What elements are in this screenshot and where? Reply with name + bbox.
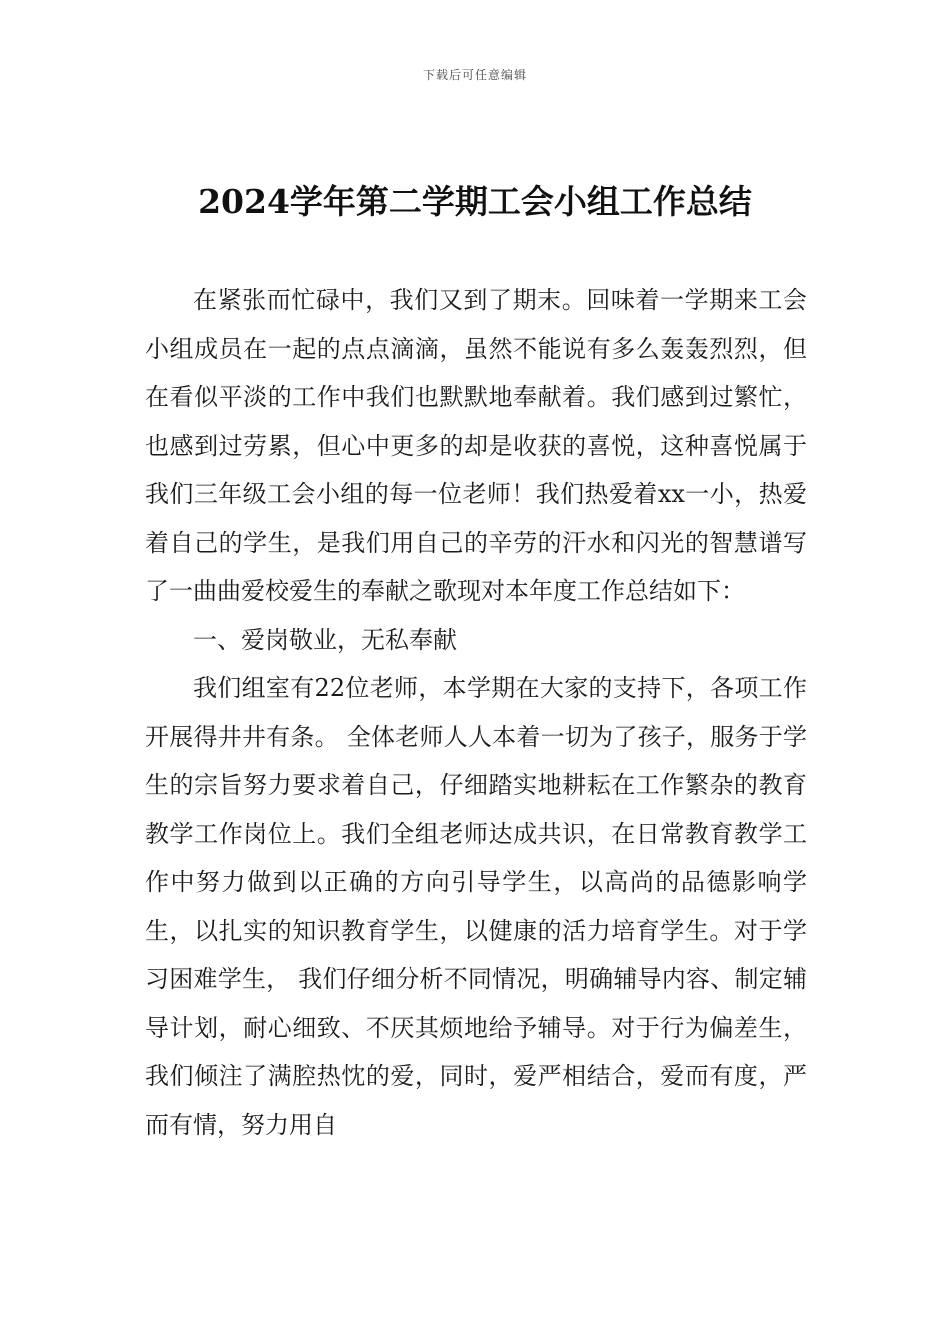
document-body [145, 276, 807, 1149]
paragraph-intro: 在紧张而忙碌中，我们又到了期末。回味着一学期来工会小组成员在一起的点点滴滴，虽然不能说有多么轰轰烈烈，但在看似平淡的工作中我们也默默地奉献着。我们感到过繁忙，也感到过劳累，但心中更多的却是收获的喜悦，这种喜悦属于我们三年级工会小组的每一位老师！我们热爱着xx一小，热爱着自己的学生，是我们用自己的辛劳的汗水和闪光的智慧谱写了一曲曲爱校爱生的奉献之歌现对本年度工作总结如下： [145, 286, 807, 605]
document-title: 2024学年第二学期工会小组工作总结 [198, 182, 752, 221]
section-heading: 一、爱岗敬业，无私奉献 [193, 625, 457, 654]
paragraph-section-1: 我们组室有22位老师，本学期在大家的支持下，各项工作开展得井井有条。 全体老师人人本着一切为了孩子，服务于学生的宗旨努力要求着自己，仔细踏实地耕耘在工作繁杂的教育教学工作岗位上。我们全组老师达成共识，在日常教育教学工作中努力做到以正确的方向引导学生，以高尚的品德影响学生，以扎实的知识教育学生，以健康的活力培育学生。对于学习困难学生， 我们仔细分析不同情况，明确辅导内容、制定辅导计划，耐心细致、不厌其烦地给予辅导。对于行为偏差生，我们倾注了满腔热忱的爱，同时，爱严相结合，爱而有度，严而有情，努力用自 [145, 674, 807, 1139]
header-note: 下载后可任意编辑 [422, 68, 527, 82]
